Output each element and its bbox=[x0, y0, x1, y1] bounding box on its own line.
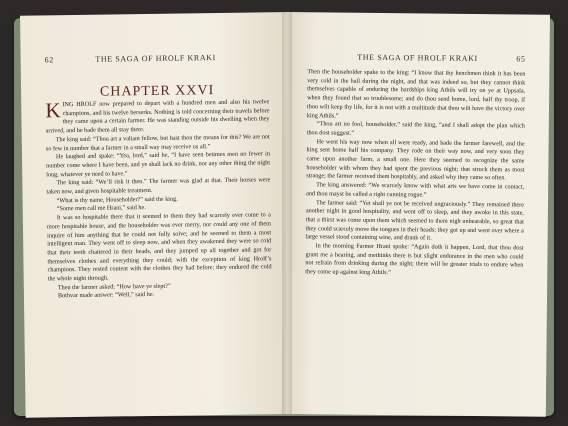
paragraph: He went his way now when all were ready, and bade the farmer farewell, and the king sent home half his company. They rode on their way now, and very soon they came upon another farm, a small one. Here they seemed to recognize the same householder with whom they had spent the previous night; that struck them as most strange; the farmer received them hospitably, and asked why they came so often. bbox=[306, 137, 525, 182]
paragraph: Bothvar made answer: “Well,” said he. bbox=[57, 291, 155, 300]
paragraph: In the morning Farmer Hrani spoke: “Again doth it happen, Lord, that thou dost grant me a hearing, and methinks there is but slight endurance in the men who could not refrain from drinking during the night; there will be greater trials to endure when they come up against king Athils.” bbox=[305, 242, 524, 277]
left-running-title: THE SAGA OF HROLF KRAKI bbox=[95, 53, 216, 64]
open-book-spread bbox=[20, 12, 550, 414]
paragraph: “Some men call me Hrani,” said he. bbox=[56, 204, 146, 213]
paragraph: “Thou art no fool, householder,” said the king, “and I shall adopt the plan which thou dost suggest.” bbox=[306, 120, 525, 137]
chapter-heading: CHAPTER XXVI bbox=[99, 83, 215, 100]
left-page bbox=[20, 12, 296, 418]
paragraph-body: now prepared to depart with a hundred men and also his twelve champions, and his twelve berserks. Nothing is told concerning their travels before they came upon a certain farmer. He was standing outside his dwelling when they arrived, and he bade them all stay there. bbox=[45, 98, 270, 135]
paragraph: The farmer said: “Yet shall ye not be received ungraciously.” They remained there another night in good hospitality, and went off to sleep, and they awoke in this state, that a thirst was come upon them which seemed to them nigh unbearable, so great that they could scarcely move the tongues in their heads; they got up and went over where a large vessel stood containing wine, and drank of it. bbox=[305, 198, 525, 242]
left-page-text bbox=[45, 98, 272, 301]
right-page-text bbox=[305, 68, 525, 279]
paragraph: Then the householder spake to the king: “I know that thy henchmen think it has been very cold in the hall during the night, and that was indeed so, but they cannot think themselves capable of enduring the hardships king Athils will try on ye at Uppsala, when they found that so troublesome; and do thou send home, lord, half thy troop, if thou wilt keep thy life, for it is not with a multitude that thou wilt have the victory over king Athils.” bbox=[306, 68, 526, 120]
paragraph: The king answered: “We scarcely know with what arts we have come in contact, and thou mayst be called a right cunning rogue.” bbox=[306, 181, 525, 199]
left-running-head bbox=[45, 52, 267, 67]
paragraph: Then the farmer asked: “How have ye slept?” bbox=[57, 282, 171, 292]
drop-cap: K bbox=[45, 98, 61, 123]
right-page bbox=[282, 12, 550, 417]
right-page-number: 65 bbox=[516, 54, 526, 64]
paragraph bbox=[45, 98, 269, 136]
paragraph: It was so hospitable there that it seemed to them they had scarcely ever come to a more hospitable house, and the householder was ever merry, nor could any one of them inquire of him anything that he could not fully solve; and he seemed to them a most intelligent man. They went off to sleep now, and when they awakened they were so cold that their teeth chattered in their heads, and they jumped up all together and got for themselves clothes and everything they could; with the exception of king Hrolf’s champions. They rested content with the clothes they had before; they endured the cold the whole night through. bbox=[46, 211, 272, 283]
left-page-number: 62 bbox=[44, 55, 54, 65]
right-running-title: THE SAGA OF HROLF KRAKI bbox=[357, 52, 478, 64]
paragraph: “What is thy name, Householder?” said the king. bbox=[56, 195, 178, 205]
book-gutter bbox=[282, 12, 292, 414]
paragraph: The king said: “We’ll risk it then.” The farmer was glad at that. Their horses were taken now, and given hospitable treatment. bbox=[46, 176, 271, 196]
paragraph: He laughed and spake: “Yea, lord,” said he, “I have seen betimes men no fewer in number come where I have been, and ye shall lack no drink, nor any other thing the night long, whatever ye need to have.” bbox=[46, 150, 271, 179]
lead-in: ING HROLF bbox=[62, 100, 97, 109]
right-running-head bbox=[309, 52, 525, 66]
paragraph: The king said: “Thou art a valiant fellow, but hast thou the means for this? We are not so few in number that a farmer in a small way may receive us all.” bbox=[45, 133, 270, 152]
